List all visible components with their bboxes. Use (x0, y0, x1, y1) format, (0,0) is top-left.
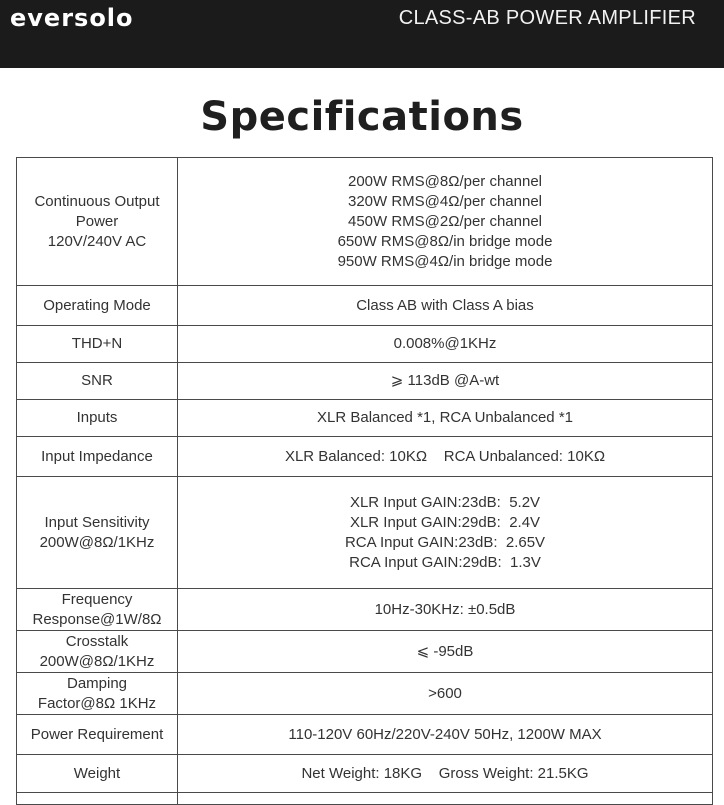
spec-label-line: 120V/240V AC (47, 232, 147, 250)
spec-label-line: SNR (81, 372, 113, 389)
spec-label (17, 286, 178, 326)
spec-value (178, 477, 713, 589)
spec-row (17, 158, 713, 286)
spec-value-line: RCA Input GAIN:23dB: 2.65V (344, 533, 546, 551)
spec-value-line: ⩽ -95dB (416, 642, 474, 660)
spec-label (17, 673, 178, 715)
spec-row (17, 715, 713, 755)
spec-row (17, 673, 713, 715)
spec-label (17, 326, 178, 363)
spec-label (17, 755, 178, 793)
spec-value (178, 158, 713, 286)
spec-value-line: 450W RMS@2Ω/per channel (347, 212, 543, 230)
spec-label-line: 200W@8Ω/1KHz (39, 533, 155, 551)
spec-label-line: Input Impedance (41, 447, 153, 465)
spec-value-line: 0.008%@1KHz (393, 335, 497, 352)
spec-cell-partial (178, 793, 713, 805)
spec-row (17, 400, 713, 437)
spec-value (178, 589, 713, 631)
spec-value (178, 715, 713, 755)
spec-label-line: Crosstalk (65, 632, 129, 650)
spec-row-partial (17, 793, 713, 805)
spec-value-line: 200W RMS@8Ω/per channel (347, 172, 543, 190)
spec-value-line: >600 (428, 684, 462, 702)
spec-value-line: XLR Balanced: 10KΩ RCA Unbalanced: 10KΩ (284, 447, 606, 465)
spec-value-line: XLR Input GAIN:23dB: 5.2V (349, 493, 541, 511)
spec-row (17, 589, 713, 631)
spec-label (17, 589, 178, 631)
spec-row (17, 286, 713, 326)
spec-label-line: Response@1W/8Ω (32, 610, 162, 628)
spec-label-line: Factor@8Ω 1KHz (37, 694, 157, 712)
spec-label (17, 715, 178, 755)
spec-value (178, 673, 713, 715)
spec-row (17, 437, 713, 477)
spec-value (178, 400, 713, 437)
spec-value (178, 437, 713, 477)
spec-label-line: Input Sensitivity (44, 513, 150, 531)
spec-value-line: Class AB with Class A bias (356, 296, 534, 314)
spec-label (17, 631, 178, 673)
spec-value (178, 755, 713, 793)
spec-label (17, 158, 178, 286)
header-bar (0, 0, 724, 68)
spec-value (178, 363, 713, 400)
spec-label-line: Power (75, 212, 119, 230)
spec-value-line: RCA Input GAIN:29dB: 1.3V (349, 553, 541, 571)
brand-logo[interactable]: eversolo (10, 4, 134, 32)
spec-value (178, 631, 713, 673)
spec-label (17, 400, 178, 437)
spec-row (17, 477, 713, 589)
spec-value-line: XLR Balanced *1, RCA Unbalanced *1 (317, 409, 573, 426)
page-title: Specifications (200, 94, 524, 140)
spec-value (178, 286, 713, 326)
spec-value-line: 320W RMS@4Ω/per channel (347, 192, 543, 210)
spec-value-line: ⩾ 113dB @A-wt (390, 372, 500, 389)
spec-value-line: 10Hz-30KHz: ±0.5dB (374, 600, 516, 618)
spec-value-line: 650W RMS@8Ω/in bridge mode (337, 232, 553, 250)
specifications-table (16, 157, 713, 805)
spec-value-line: Net Weight: 18KG Gross Weight: 21.5KG (301, 764, 589, 782)
spec-row (17, 755, 713, 793)
spec-label-line: Power Requirement (30, 725, 164, 743)
spec-value (178, 326, 713, 363)
spec-value-line: XLR Input GAIN:29dB: 2.4V (349, 513, 541, 531)
spec-label-line: Frequency (61, 590, 133, 608)
spec-cell-partial (17, 793, 178, 805)
spec-label-line: Inputs (76, 409, 118, 426)
spec-value-line: 950W RMS@4Ω/in bridge mode (337, 252, 553, 270)
spec-label (17, 363, 178, 400)
product-title: CLASS-AB POWER AMPLIFIER (398, 7, 696, 29)
spec-row (17, 363, 713, 400)
spec-label (17, 477, 178, 589)
spec-label (17, 437, 178, 477)
spec-value-line: 110-120V 60Hz/220V-240V 50Hz, 1200W MAX (288, 725, 602, 743)
spec-label-line: Continuous Output (34, 192, 160, 210)
spec-label-line: Damping (66, 674, 128, 692)
spec-row (17, 631, 713, 673)
spec-label-line: Weight (73, 764, 121, 782)
spec-row (17, 326, 713, 363)
spec-label-line: 200W@8Ω/1KHz (39, 652, 155, 670)
spec-label-line: THD+N (71, 335, 123, 352)
spec-label-line: Operating Mode (43, 296, 151, 314)
